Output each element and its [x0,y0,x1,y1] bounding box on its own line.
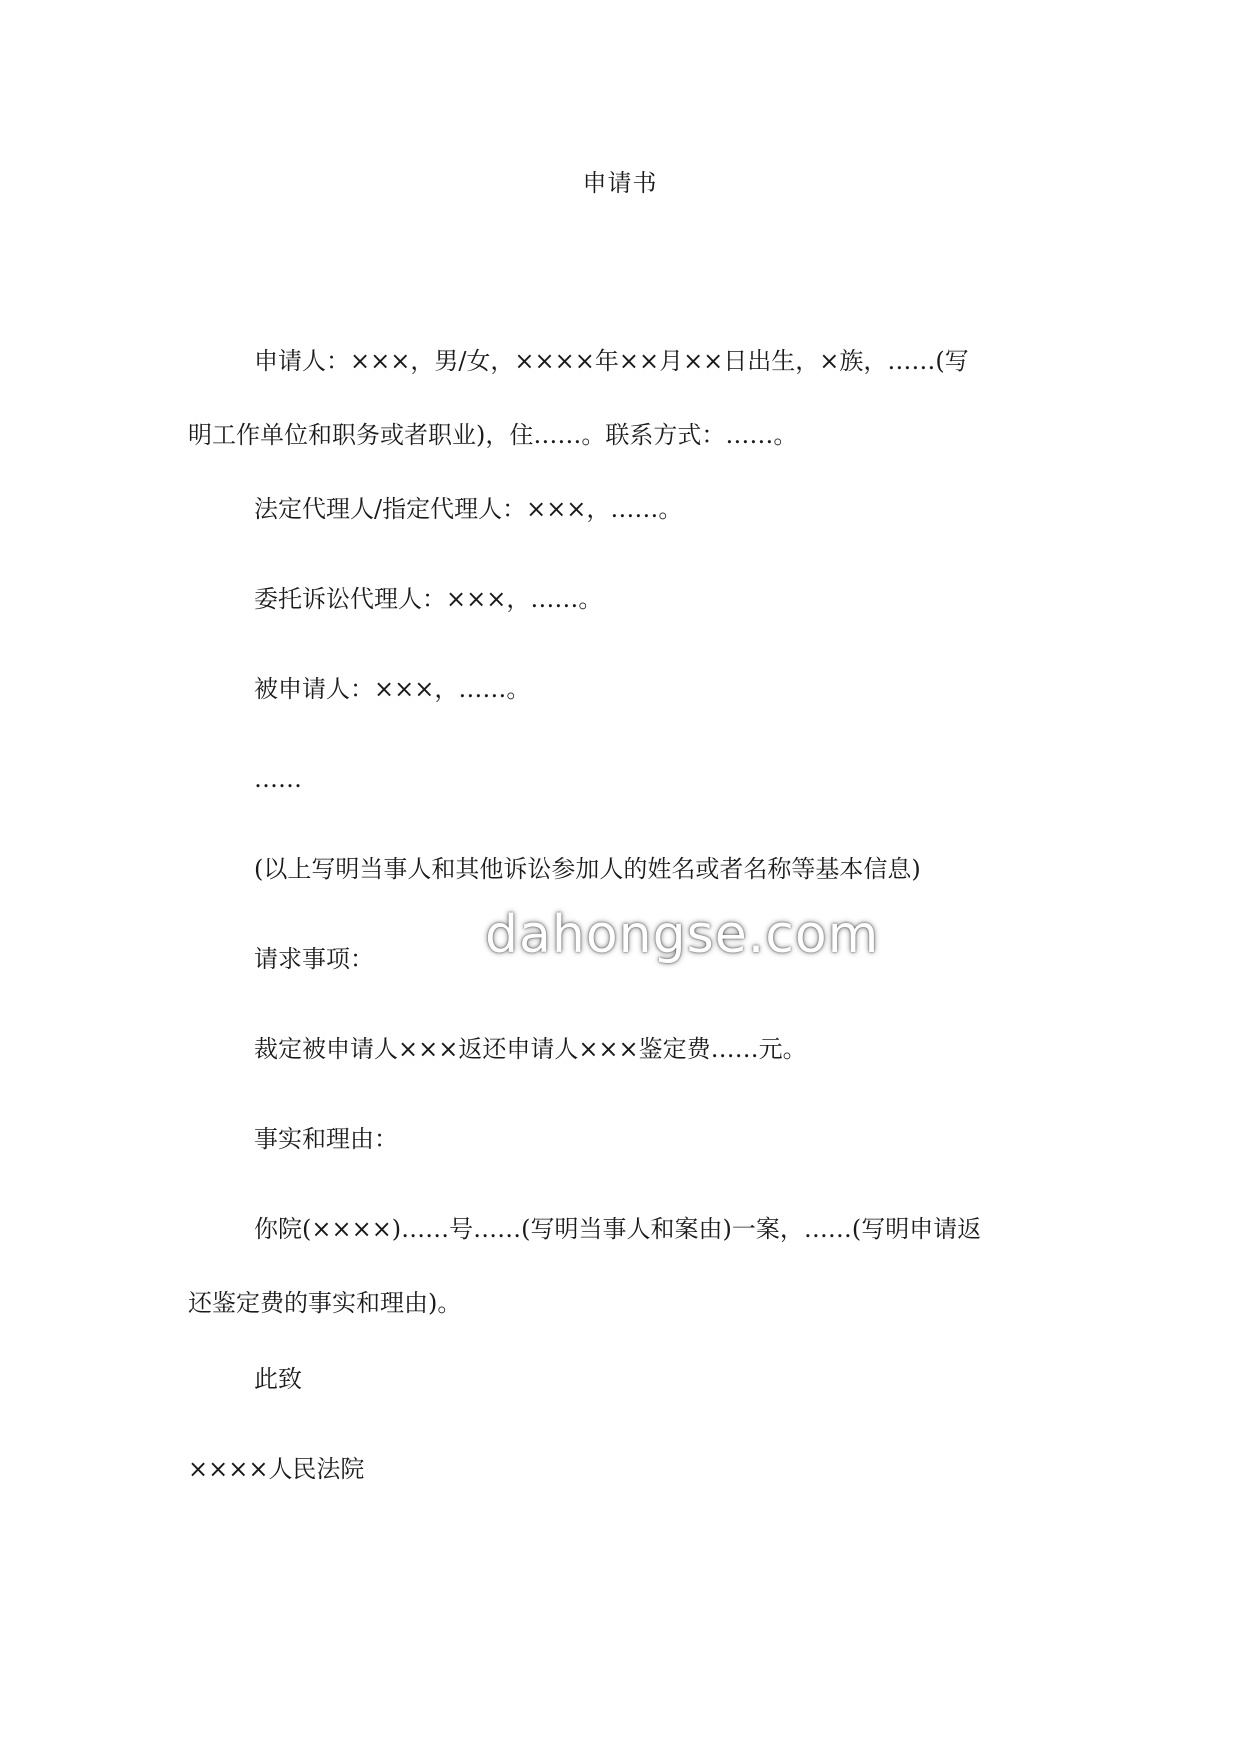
recipient-text: ××××人民法院 [188,1455,365,1483]
note-paragraph [188,854,1060,884]
facts-paragraph [188,1214,1060,1318]
legal-agent-text: 法定代理人/指定代理人：×××，……。 [254,495,683,523]
salutation-paragraph [188,1364,1060,1394]
request-content-paragraph [188,1034,1060,1064]
recipient-paragraph [188,1454,1060,1484]
document-title: 申请书 [582,169,658,197]
request-heading: 请求事项： [254,945,374,973]
salutation-text: 此致 [254,1365,302,1393]
applicant-line-1: 申请人：×××，男/女，××××年××月××日出生，×族，……(写 [254,347,969,375]
facts-line-1: 你院(××××)……号……(写明当事人和案由)一案，……(写明申请返 [254,1215,982,1243]
note-text: (以上写明当事人和其他诉讼参加人的姓名或者名称等基本信息) [254,855,921,883]
legal-agent-paragraph [188,494,1060,524]
ellipsis-paragraph [188,764,1060,794]
ellipsis-text: …… [254,765,302,793]
respondent-text: 被申请人：×××，……。 [254,675,531,703]
facts-heading: 事实和理由： [254,1125,398,1153]
request-content: 裁定被申请人×××返还申请人×××鉴定费……元。 [254,1035,807,1063]
watermark-text: dahongse.com [485,905,880,965]
facts-heading-paragraph [188,1124,1060,1154]
applicant-line-2: 明工作单位和职务或者职业)，住……。联系方式：……。 [188,421,798,449]
entrusted-agent-text: 委托诉讼代理人：×××，……。 [254,585,603,613]
entrusted-agent-paragraph [188,584,1060,614]
applicant-paragraph [188,346,1060,450]
respondent-paragraph [188,674,1060,704]
facts-line-2: 还鉴定费的事实和理由)。 [188,1289,462,1317]
